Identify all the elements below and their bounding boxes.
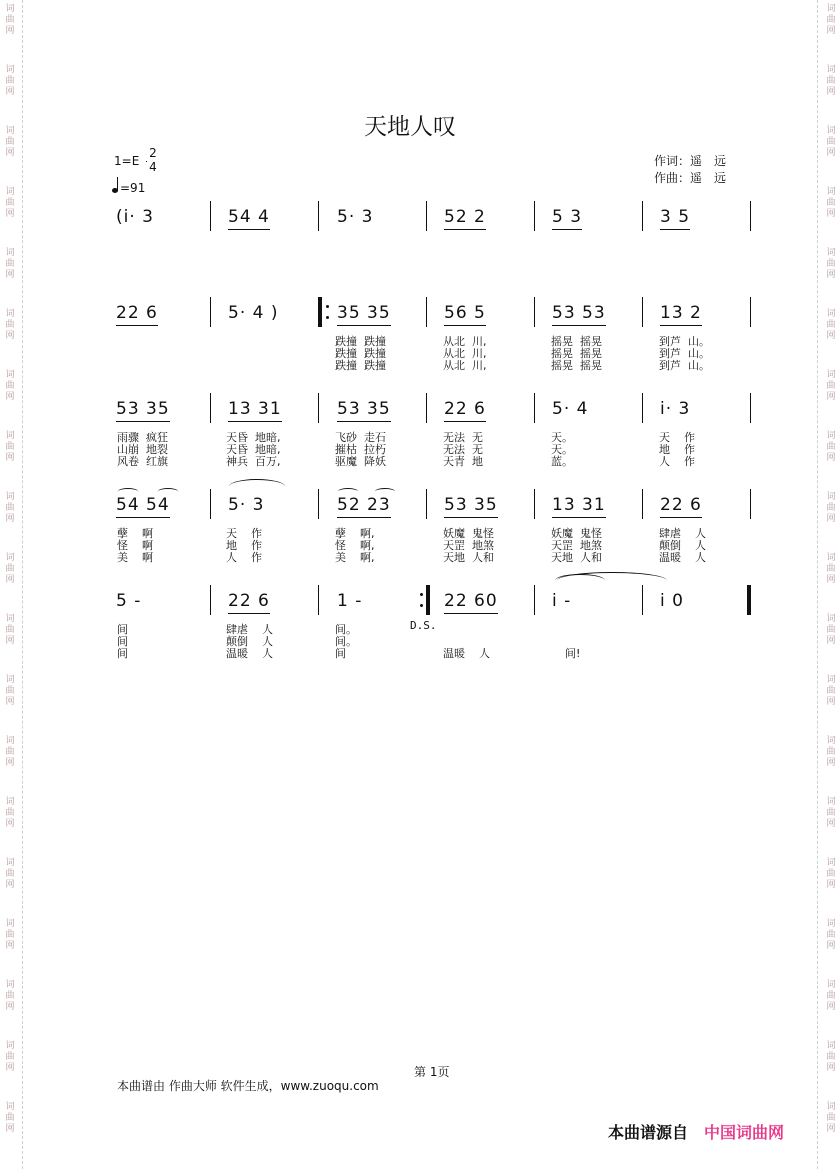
watermark-text: 词 曲 网 bbox=[826, 370, 836, 402]
measure-notes: 3 5 bbox=[660, 207, 690, 230]
lyric-syllables: 飞砂 走石 bbox=[335, 431, 386, 444]
measure-notes: 52 23 bbox=[337, 495, 391, 518]
watermark-text: 词 曲 网 bbox=[5, 980, 15, 1012]
lyric-syllables: 人 作 bbox=[659, 455, 695, 468]
watermark-text: 词 曲 网 bbox=[5, 431, 15, 463]
measure-notes: 35 35 bbox=[337, 303, 391, 326]
watermark-text: 词 曲 网 bbox=[826, 431, 836, 463]
repeat-start-barline bbox=[318, 297, 322, 327]
lyric-syllables: 天 作 bbox=[659, 431, 695, 444]
measure-notes: 53 35 bbox=[116, 399, 170, 422]
barline bbox=[426, 297, 427, 327]
lyric-syllables: 间! bbox=[551, 647, 581, 660]
watermark-text: 词 曲 网 bbox=[826, 1102, 836, 1134]
barline bbox=[642, 489, 643, 519]
lyric-syllables: 到芦 山。 bbox=[659, 359, 710, 372]
lyric-syllables: 颠倒 人 bbox=[226, 635, 273, 648]
watermark-text: 词 曲 网 bbox=[826, 309, 836, 341]
lyric-syllables: 间 bbox=[117, 623, 128, 636]
lyric-syllables: 怪 啊 bbox=[117, 539, 153, 552]
lyric-syllables: 天青 地 bbox=[443, 455, 483, 468]
barline bbox=[642, 297, 643, 327]
watermark-text: 词 曲 网 bbox=[826, 797, 836, 829]
lyric-syllables: 神兵 百万, bbox=[226, 455, 281, 468]
measure-notes: 5· 3 bbox=[228, 495, 265, 515]
lyric-syllables: 天罡 地煞 bbox=[443, 539, 494, 552]
composer-credit: 作曲：遥 远 bbox=[654, 171, 727, 185]
measure-notes: 22 6 bbox=[116, 303, 158, 326]
lyric-syllables: 天。 bbox=[551, 443, 573, 456]
lyric-syllables: 摇晃 摇晃 bbox=[551, 347, 602, 360]
lyric-syllables: 孽 啊, bbox=[335, 527, 375, 540]
measure-notes: 1 - bbox=[337, 591, 363, 611]
measure-notes: 5· 4 bbox=[552, 399, 589, 419]
lyric-syllables: 无法 无 bbox=[443, 431, 483, 444]
slur-mark bbox=[338, 488, 358, 495]
measure-notes: 53 53 bbox=[552, 303, 606, 326]
watermark-text: 词 曲 网 bbox=[5, 1102, 15, 1134]
watermark-text: 词 曲 网 bbox=[826, 736, 836, 768]
lyric-syllables: 温暖 人 bbox=[443, 647, 490, 660]
watermark-text: 词 曲 网 bbox=[5, 187, 15, 219]
footer-credit: 本曲谱由 作曲大师 软件生成，www.zuoqu.com bbox=[117, 1079, 379, 1093]
lyric-syllables: 间。 bbox=[335, 635, 357, 648]
lyric-syllables: 蓝。 bbox=[551, 455, 573, 468]
left-margin-strip bbox=[0, 0, 23, 1169]
watermark-text: 词 曲 网 bbox=[826, 1041, 836, 1073]
page-number: 第 1页 bbox=[414, 1065, 450, 1079]
barline bbox=[210, 201, 211, 231]
watermark-text: 词 曲 网 bbox=[826, 858, 836, 890]
lyricist-credit: 作词：遥 远 bbox=[654, 154, 727, 168]
repeat-dot bbox=[420, 593, 423, 596]
watermark-text: 词 曲 网 bbox=[5, 309, 15, 341]
lyric-syllables: 美 啊, bbox=[335, 551, 375, 564]
barline bbox=[426, 201, 427, 231]
lyric-syllables: 天地 人和 bbox=[551, 551, 602, 564]
lyric-syllables: 间。 bbox=[335, 623, 357, 636]
barline bbox=[534, 585, 535, 615]
barline bbox=[426, 393, 427, 423]
watermark-text: 词 曲 网 bbox=[5, 370, 15, 402]
barline bbox=[750, 201, 751, 231]
measure-notes: 13 31 bbox=[552, 495, 606, 518]
measure-notes: 56 5 bbox=[444, 303, 486, 326]
lyric-syllables: 天 作 bbox=[226, 527, 262, 540]
source-credit: 本曲谱源自 中国词曲网 bbox=[608, 1123, 785, 1142]
watermark-text: 词 曲 网 bbox=[5, 858, 15, 890]
barline bbox=[534, 297, 535, 327]
lyric-syllables: 天地 人和 bbox=[443, 551, 494, 564]
slur-mark bbox=[229, 479, 285, 494]
watermark-text: 词 曲 网 bbox=[826, 614, 836, 646]
watermark-text: 词 曲 网 bbox=[5, 797, 15, 829]
final-barline bbox=[747, 585, 751, 615]
slur-mark bbox=[118, 488, 138, 495]
measure-notes: (i· 3 bbox=[116, 207, 154, 227]
barline bbox=[642, 201, 643, 231]
lyric-syllables: 怪 啊, bbox=[335, 539, 375, 552]
watermark-text: 词 曲 网 bbox=[5, 1041, 15, 1073]
lyric-syllables: 风卷 红旗 bbox=[117, 455, 168, 468]
watermark-text: 词 曲 网 bbox=[826, 187, 836, 219]
song-title: 天地人叹 bbox=[364, 114, 456, 140]
right-margin-strip bbox=[817, 0, 840, 1169]
barline bbox=[426, 489, 427, 519]
watermark-text: 词 曲 网 bbox=[826, 980, 836, 1012]
watermark-text: 词 曲 网 bbox=[5, 614, 15, 646]
measure-notes: i· 3 bbox=[660, 399, 691, 419]
barline bbox=[318, 393, 319, 423]
lyric-syllables: 妖魔 鬼怪 bbox=[443, 527, 494, 540]
watermark-text: 词 曲 网 bbox=[5, 248, 15, 280]
watermark-text: 词 曲 网 bbox=[826, 492, 836, 524]
lyric-syllables: 驱魔 降妖 bbox=[335, 455, 386, 468]
barline bbox=[210, 297, 211, 327]
lyric-syllables: 到芦 山。 bbox=[659, 335, 710, 348]
brand-name: 中国词曲网 bbox=[704, 1123, 785, 1142]
lyric-syllables: 肆虐 人 bbox=[659, 527, 706, 540]
tempo-marking: =91 bbox=[112, 181, 145, 195]
barline bbox=[210, 489, 211, 519]
lyric-syllables: 到芦 山。 bbox=[659, 347, 710, 360]
measure-notes: 52 2 bbox=[444, 207, 486, 230]
repeat-end-barline bbox=[426, 585, 430, 615]
measure-notes: 13 31 bbox=[228, 399, 282, 422]
watermark-text: 词 曲 网 bbox=[5, 736, 15, 768]
lyric-syllables: 从北 川, bbox=[443, 335, 487, 348]
lyric-syllables: 摇晃 摇晃 bbox=[551, 359, 602, 372]
measure-notes: 54 4 bbox=[228, 207, 270, 230]
lyric-syllables: 跌撞 跌撞 bbox=[335, 335, 386, 348]
lyric-syllables: 从北 川, bbox=[443, 359, 487, 372]
watermark-text: 词 曲 网 bbox=[5, 553, 15, 585]
barline bbox=[534, 489, 535, 519]
watermark-text: 词 曲 网 bbox=[826, 675, 836, 707]
lyric-syllables: 孽 啊 bbox=[117, 527, 153, 540]
measure-notes: 22 6 bbox=[660, 495, 702, 518]
repeat-dot bbox=[326, 305, 329, 308]
lyric-syllables: 间 bbox=[117, 635, 128, 648]
barline bbox=[750, 393, 751, 423]
lyric-syllables: 雨骤 疯狂 bbox=[117, 431, 168, 444]
barline bbox=[318, 489, 319, 519]
watermark-text: 词 曲 网 bbox=[5, 126, 15, 158]
lyric-syllables: 间 bbox=[117, 647, 128, 660]
barline bbox=[210, 393, 211, 423]
watermark-text: 词 曲 网 bbox=[5, 4, 15, 36]
lyric-syllables: 天。 bbox=[551, 431, 573, 444]
lyric-syllables: 美 啊 bbox=[117, 551, 153, 564]
lyric-syllables: 间 bbox=[335, 647, 346, 660]
measure-notes: 53 35 bbox=[444, 495, 498, 518]
lyric-syllables: 摧枯 拉朽 bbox=[335, 443, 386, 456]
measure-notes: 22 6 bbox=[228, 591, 270, 614]
measure-notes: 5· 3 bbox=[337, 207, 374, 227]
lyric-syllables: 天昏 地暗, bbox=[226, 431, 281, 444]
watermark-text: 词 曲 网 bbox=[826, 553, 836, 585]
slur-mark bbox=[375, 488, 395, 495]
watermark-text: 词 曲 网 bbox=[826, 919, 836, 951]
watermark-text: 词 曲 网 bbox=[5, 492, 15, 524]
lyric-syllables: 跌撞 跌撞 bbox=[335, 347, 386, 360]
quarter-note-icon bbox=[112, 188, 118, 193]
slur-mark bbox=[158, 488, 178, 495]
lyric-syllables: 从北 川, bbox=[443, 347, 487, 360]
measure-notes: i 0 bbox=[660, 591, 684, 611]
barline bbox=[534, 201, 535, 231]
barline bbox=[318, 201, 319, 231]
lyric-syllables: 跌撞 跌撞 bbox=[335, 359, 386, 372]
watermark-text: 词 曲 网 bbox=[5, 65, 15, 97]
lyric-syllables: 颠倒 人 bbox=[659, 539, 706, 552]
dal-segno-marking: D.S. bbox=[410, 619, 437, 632]
watermark-text: 词 曲 网 bbox=[826, 248, 836, 280]
barline bbox=[210, 585, 211, 615]
lyric-syllables: 温暖 人 bbox=[226, 647, 273, 660]
measure-notes: 54 54 bbox=[116, 495, 170, 518]
measure-notes: 53 35 bbox=[337, 399, 391, 422]
slur-mark bbox=[557, 572, 667, 589]
watermark-text: 词 曲 网 bbox=[5, 675, 15, 707]
barline bbox=[642, 585, 643, 615]
lyric-syllables: 地 作 bbox=[226, 539, 262, 552]
repeat-dot bbox=[420, 604, 423, 607]
watermark-text: 词 曲 网 bbox=[826, 4, 836, 36]
lyric-syllables: 地 作 bbox=[659, 443, 695, 456]
lyric-syllables: 肆虐 人 bbox=[226, 623, 273, 636]
key-signature: 1=E bbox=[114, 154, 140, 168]
lyric-syllables: 天昏 地暗, bbox=[226, 443, 281, 456]
lyric-syllables: 天罡 地煞 bbox=[551, 539, 602, 552]
lyric-syllables: 人 作 bbox=[226, 551, 262, 564]
time-signature: 2 4 bbox=[146, 146, 160, 174]
lyric-syllables: 温暖 人 bbox=[659, 551, 706, 564]
lyric-syllables: 无法 无 bbox=[443, 443, 483, 456]
barline bbox=[750, 489, 751, 519]
measure-notes: 22 6 bbox=[444, 399, 486, 422]
repeat-dot bbox=[326, 316, 329, 319]
watermark-text: 词 曲 网 bbox=[826, 126, 836, 158]
barline bbox=[534, 393, 535, 423]
watermark-text: 词 曲 网 bbox=[5, 919, 15, 951]
barline bbox=[750, 297, 751, 327]
lyric-syllables: 妖魔 鬼怪 bbox=[551, 527, 602, 540]
measure-notes: 5 3 bbox=[552, 207, 582, 230]
measure-notes: 22 60 bbox=[444, 591, 498, 614]
watermark-text: 词 曲 网 bbox=[826, 65, 836, 97]
measure-notes: i - bbox=[552, 591, 572, 611]
lyric-syllables: 山崩 地裂 bbox=[117, 443, 168, 456]
lyric-syllables: 摇晃 摇晃 bbox=[551, 335, 602, 348]
barline bbox=[318, 585, 319, 615]
measure-notes: 5 - bbox=[116, 591, 142, 611]
measure-notes: 5· 4 ) bbox=[228, 303, 279, 323]
barline bbox=[642, 393, 643, 423]
measure-notes: 13 2 bbox=[660, 303, 702, 326]
